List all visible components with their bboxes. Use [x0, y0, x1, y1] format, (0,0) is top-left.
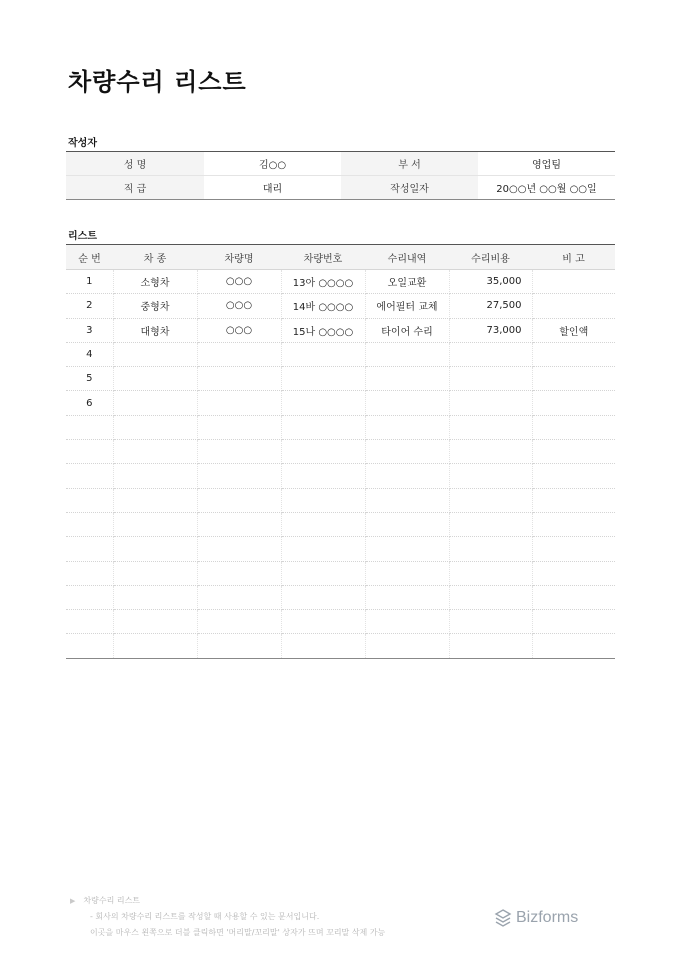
column-header: 비 고 — [532, 245, 615, 270]
table-row — [66, 488, 615, 512]
table-cell: 오일교환 — [365, 270, 449, 294]
table-cell: 중형차 — [113, 294, 197, 318]
table-cell — [66, 634, 113, 658]
table-cell — [66, 561, 113, 585]
table-cell: ○○○ — [197, 318, 281, 342]
bullet-icon: ▶ — [70, 897, 76, 905]
table-cell — [66, 415, 113, 439]
table-row — [66, 415, 615, 439]
table-cell — [66, 610, 113, 634]
rank-value: 대리 — [204, 176, 341, 200]
table-cell: 35,000 — [449, 270, 532, 294]
table-cell — [449, 634, 532, 658]
table-row — [66, 270, 615, 294]
department-label: 부 서 — [341, 152, 478, 176]
table-cell — [365, 440, 449, 464]
table-cell — [532, 270, 615, 294]
table-row — [66, 512, 615, 536]
table-row — [66, 367, 615, 391]
table-cell — [449, 415, 532, 439]
table-cell — [532, 391, 615, 415]
bizforms-logo-icon — [494, 909, 512, 927]
table-cell — [449, 561, 532, 585]
table-cell — [365, 342, 449, 366]
table-cell — [449, 610, 532, 634]
table-cell: ○○○ — [197, 294, 281, 318]
table-cell — [113, 561, 197, 585]
table-cell: ○○○ — [197, 270, 281, 294]
name-value: 김○○ — [204, 152, 341, 176]
table-cell — [532, 440, 615, 464]
footer-instruction: 이곳을 마우스 왼쪽으로 더블 클릭하면 '머리말/꼬리말' 상자가 뜨며 꼬리말 삭제 가능 — [90, 928, 386, 937]
author-row — [66, 176, 615, 200]
table-row — [66, 318, 615, 342]
table-cell — [66, 488, 113, 512]
table-row — [66, 294, 615, 318]
table-cell — [449, 537, 532, 561]
table-cell — [113, 610, 197, 634]
table-cell — [197, 561, 281, 585]
table-cell — [365, 537, 449, 561]
author-row — [66, 152, 615, 176]
table-cell — [449, 488, 532, 512]
table-cell — [449, 464, 532, 488]
table-cell — [113, 415, 197, 439]
table-cell — [365, 585, 449, 609]
table-cell — [113, 488, 197, 512]
footer-title-line — [70, 893, 385, 909]
table-row — [66, 610, 615, 634]
table-cell — [197, 440, 281, 464]
footer-title: 차량수리 리스트 — [83, 896, 141, 905]
table-cell: 5 — [66, 367, 113, 391]
table-cell — [449, 585, 532, 609]
table-cell — [113, 585, 197, 609]
table-cell — [365, 391, 449, 415]
page-title: 차량수리 리스트 — [68, 68, 247, 96]
date-value: 20○○년 ○○월 ○○일 — [478, 176, 615, 200]
table-cell — [281, 440, 365, 464]
table-cell — [113, 367, 197, 391]
table-cell — [281, 367, 365, 391]
table-cell — [365, 561, 449, 585]
table-cell — [197, 415, 281, 439]
table-cell — [532, 585, 615, 609]
table-cell — [66, 512, 113, 536]
table-cell — [197, 391, 281, 415]
table-row — [66, 585, 615, 609]
table-cell — [197, 342, 281, 366]
table-cell — [449, 342, 532, 366]
table-cell: 73,000 — [449, 318, 532, 342]
table-cell — [532, 488, 615, 512]
brand-logo — [494, 909, 578, 927]
table-cell — [365, 634, 449, 658]
table-cell — [66, 585, 113, 609]
table-cell — [532, 512, 615, 536]
table-cell — [197, 610, 281, 634]
table-cell — [66, 440, 113, 464]
table-cell — [66, 537, 113, 561]
table-row — [66, 440, 615, 464]
table-cell: 15나 ○○○○ — [281, 318, 365, 342]
table-cell — [365, 464, 449, 488]
table-cell — [281, 537, 365, 561]
brand-name: Bizforms — [516, 909, 579, 926]
table-row — [66, 464, 615, 488]
table-cell — [197, 488, 281, 512]
column-header: 순 번 — [66, 245, 113, 270]
table-row — [66, 391, 615, 415]
table-cell — [281, 342, 365, 366]
table-cell — [281, 464, 365, 488]
table-cell: 소형차 — [113, 270, 197, 294]
table-cell: 1 — [66, 270, 113, 294]
table-cell — [532, 367, 615, 391]
table-cell — [281, 634, 365, 658]
table-cell — [281, 488, 365, 512]
table-cell — [532, 634, 615, 658]
table-cell — [197, 464, 281, 488]
table-cell — [197, 537, 281, 561]
table-cell — [197, 585, 281, 609]
department-value: 영업팀 — [478, 152, 615, 176]
table-cell — [449, 367, 532, 391]
table-cell — [113, 634, 197, 658]
table-header-row — [66, 245, 615, 270]
table-cell — [281, 512, 365, 536]
table-cell — [449, 440, 532, 464]
table-cell — [281, 585, 365, 609]
table-cell: 14바 ○○○○ — [281, 294, 365, 318]
name-label: 성 명 — [66, 152, 204, 176]
table-cell — [532, 610, 615, 634]
table-cell — [532, 464, 615, 488]
table-row — [66, 537, 615, 561]
table-cell — [113, 342, 197, 366]
table-cell — [66, 464, 113, 488]
table-cell — [532, 415, 615, 439]
table-cell — [449, 391, 532, 415]
table-cell — [365, 610, 449, 634]
table-row — [66, 561, 615, 585]
table-cell: 타이어 수리 — [365, 318, 449, 342]
list-section-heading: 리스트 — [68, 231, 97, 242]
column-header: 수리비용 — [449, 245, 532, 270]
table-cell — [197, 512, 281, 536]
table-cell — [365, 367, 449, 391]
table-cell — [113, 512, 197, 536]
footer — [70, 893, 385, 941]
table-cell — [281, 415, 365, 439]
table-cell: 에어필터 교체 — [365, 294, 449, 318]
table-cell — [449, 512, 532, 536]
table-cell: 할인액 — [532, 318, 615, 342]
table-cell — [113, 440, 197, 464]
table-cell: 대형차 — [113, 318, 197, 342]
table-cell — [113, 537, 197, 561]
table-cell: 13아 ○○○○ — [281, 270, 365, 294]
table-cell: 3 — [66, 318, 113, 342]
repair-list-table — [66, 244, 615, 659]
author-section-heading: 작성자 — [68, 138, 97, 149]
table-cell — [365, 415, 449, 439]
table-cell — [281, 610, 365, 634]
table-cell — [532, 294, 615, 318]
table-cell — [281, 391, 365, 415]
table-cell — [197, 367, 281, 391]
table-cell — [532, 561, 615, 585]
table-row — [66, 634, 615, 658]
table-cell: 27,500 — [449, 294, 532, 318]
table-cell — [532, 537, 615, 561]
table-cell — [113, 391, 197, 415]
table-cell: 2 — [66, 294, 113, 318]
date-label: 작성일자 — [341, 176, 478, 200]
table-cell: 4 — [66, 342, 113, 366]
table-cell — [365, 512, 449, 536]
table-cell — [532, 342, 615, 366]
table-cell — [281, 561, 365, 585]
column-header: 수리내역 — [365, 245, 449, 270]
column-header: 차 종 — [113, 245, 197, 270]
table-row — [66, 342, 615, 366]
rank-label: 직 급 — [66, 176, 204, 200]
table-cell — [365, 488, 449, 512]
footer-description: - 회사의 차량수리 리스트를 작성할 때 사용할 수 있는 문서입니다. — [90, 912, 320, 921]
author-info-table — [66, 151, 615, 200]
column-header: 차량명 — [197, 245, 281, 270]
table-cell — [197, 634, 281, 658]
column-header: 차량번호 — [281, 245, 365, 270]
table-cell — [113, 464, 197, 488]
table-cell: 6 — [66, 391, 113, 415]
